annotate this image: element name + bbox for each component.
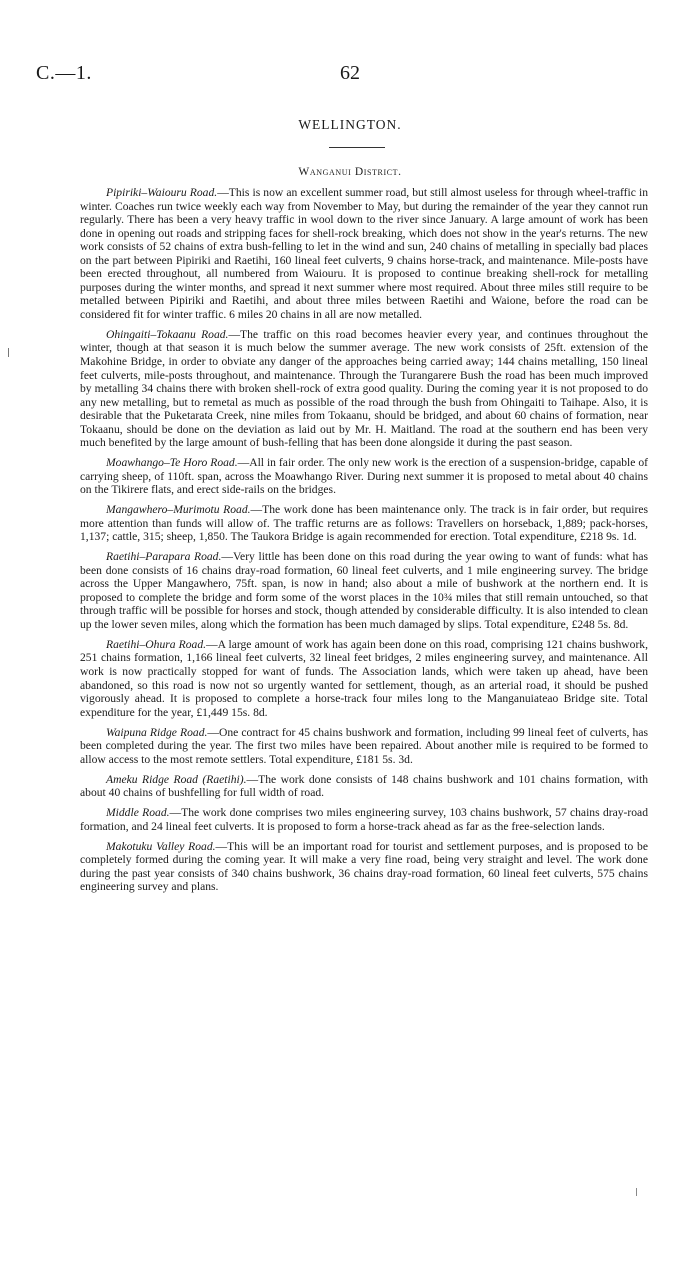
district-heading: Wanganui District. — [298, 166, 402, 178]
road-name: Raetihi–Ohura Road. — [106, 637, 207, 651]
road-paragraph — [80, 456, 648, 497]
road-name: Ameku Ridge Road (Raetihi). — [106, 772, 247, 786]
road-name: Raetihi–Parapara Road. — [106, 550, 222, 564]
road-report-text: —This is now an excellent summer road, but still almost useless for through wheel-traffic in winter. Coaches run twice weekly each way from November to May, but during the remainder of the year they cannot run regularly. There has been a very heavy traffic in wool down to the river since January. A large amount of work has been done in opening out roads and stripping faces for shell-rock breaking, which does not show in the year's returns. The new work consists of 52 chains of extra bush-felling to let in the wind and sun, 240 chains of metalling in specially bad places on the part between Pipiriki and Raetihi, 160 lineal feet culverts, 9 chains horse-track, and maintenance. Mile-posts have been erected throughout, all numbered from Waiouru. It is proposed to continue breaking shell-rock for metalling purposes during the winter months, and spread it next summer where most required. About three miles still require to be metalled between Pipiriki and Raetihi, and about three miles between Raetihi and Waione, before the road can be considered fit for winter traffic. 6 miles 20 chains in all are now metalled. — [80, 186, 648, 321]
margin-mark — [8, 348, 9, 357]
road-name: Moawhango–Te Horo Road. — [106, 456, 238, 470]
road-name: Middle Road. — [106, 806, 170, 820]
road-name: Waipuna Ridge Road. — [106, 725, 208, 739]
road-report-text: —A large amount of work has again been done on this road, comprising 121 chains bushwork, 251 chains formation, 1,166 lineal feet culverts, 32 lineal feet bridges, 2 miles engineering survey, and maintenance. All work is now practically stopped for want of funds. The Association lands, which were taken up ahead, have been abandoned, so this road is now not so urgently wanted for settlement, though, as an arterial road, it should be pushed vigorously ahead. It is proposed to complete a horse-track four miles long to the Manganuiateao Bridge site. Total expenditure for the year, £1,449 15s. 8d. — [80, 637, 648, 719]
road-name: Makotuku Valley Road. — [106, 839, 216, 853]
road-report-text: —The work done has been maintenance only. The track is in fair order, but requires more attention than funds will allow of. The traffic returns are as follows: Travellers on horseback, 1,889; pack-horses, 1,137; cattle, 315; sheep, 1,850. The Taukora Bridge is again recommended for erection. Total expenditure, £218 9s. 1d. — [80, 503, 648, 544]
road-report-text: —Very little has been done on this road during the year owing to want of funds: what has been done consists of 16 chains dray-road formation, 60 lineal feet culverts, and 1 mile engineering survey. The bridge across the Upper Mangawhero, 75ft. span, is now in hand; also about a mile of bushwork at the northern end. It is proposed to complete the bridge and form some of the worst places in the 10¾ miles that still remain untouched, so that through traffic will be possible for horses and stock, though attended by considerable difficulty. It is also intended to clean up the lower seven miles, along which the formation has been much damaged by slips. Total expenditure, £248 5s. 8d. — [80, 550, 648, 631]
title-divider — [329, 147, 385, 148]
road-name: Pipiriki–Waiouru Road. — [106, 186, 218, 199]
road-paragraph — [80, 550, 648, 631]
road-paragraph — [80, 186, 648, 321]
document-reference: C.—1. — [36, 62, 92, 84]
margin-mark-lower — [636, 1188, 637, 1196]
report-body — [80, 186, 648, 900]
road-paragraph — [80, 840, 648, 894]
section-title: WELLINGTON. — [298, 117, 402, 132]
road-report-text: —The work done comprises two miles engineering survey, 103 chains bushwork, 57 chains dray-road formation, and 24 lineal feet culverts. It is proposed to form a horse-track ahead as far as the free-selection lands. — [80, 806, 649, 833]
road-name: Ohingaiti–Tokaanu Road. — [106, 327, 229, 341]
road-paragraph — [80, 503, 648, 544]
road-paragraph — [80, 773, 648, 800]
page-number: 62 — [340, 62, 360, 84]
road-report-text: —One contract for 45 chains bushwork and formation, including 99 lineal feet of culverts, has been completed during the year. The first two miles have been repaired. About another mile is required to be formed to allow access to the most remote settlers. Total expenditure, £181 5s. 3d. — [80, 725, 648, 766]
road-report-text: —The traffic on this road becomes heavier every year, and continues throughout the winter, though at that season it is much below the summer average. The new work consists of 25ft. extension of the Makohine Bridge, in order to obviate any danger of the approaches being carried away; 144 chains metalling, 150 lineal feet culverts, mile-posts throughout, and maintenance. Through the Turangarere Bush the road has been much improved by metalling 34 chains there with broken shell-rock of extra good quality. During the coming year it is not proposed to do any new metalling, but to remetal as much as possible of the road through the bush from Ohingaiti to Taihape. Also, it is desirable that the Puketarata Creek, nine miles from Tokaanu, should be bridged, and about 60 chains of formation, near Tokaanu, should be done on the deviation as laid out by Mr. H. Maitland. The road at the southern end has been very much benefited by the large amount of bush-felling that has been done alongside it during the past season. — [80, 327, 648, 450]
road-report-text: —All in fair order. The only new work is the erection of a suspension-bridge, capable of carrying sheep, of 110ft. span, across the Moawhango River. During next summer it is proposed to metal about 40 chains on the Tikirere flats, and erect side-rails on the bridges. — [80, 456, 648, 497]
road-paragraph — [80, 806, 648, 833]
road-paragraph — [80, 638, 648, 719]
road-paragraph — [80, 328, 648, 450]
road-paragraph — [80, 726, 648, 767]
road-report-text: —This will be an important road for tourist and settlement purposes, and is proposed to be completely formed during the coming year. It will make a very fine road, being very straight and level. The work done during the past year consists of 340 chains bushwork, 36 chains dray-road formation, 60 lineal feet culverts, 575 chains engineering survey and plans. — [80, 839, 648, 894]
road-name: Mangawhero–Murimotu Road. — [106, 503, 251, 517]
road-report-text: —The work done consists of 148 chains bushwork and 101 chains formation, with about 40 chains of bushfelling for full width of road. — [80, 772, 648, 800]
